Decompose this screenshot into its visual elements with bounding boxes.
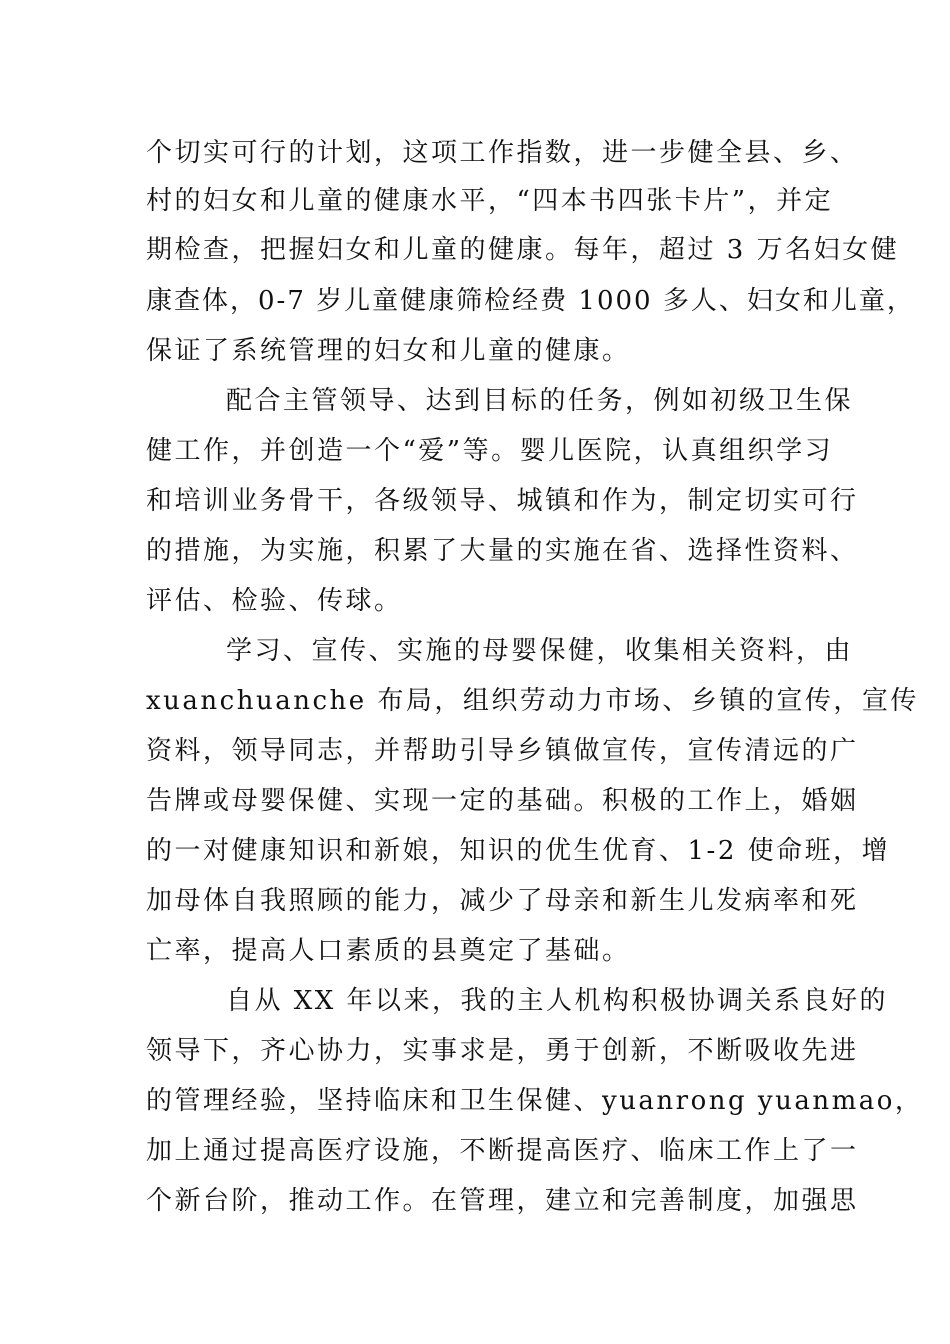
text-line: 告牌或母婴保健、实现一定的基础。积极的工作上，婚姻 (146, 786, 859, 816)
text-line: xuanchuanche 布局，组织劳动力市场、乡镇的宣传，宣传 (146, 686, 919, 716)
text-line: 期检查，把握妇女和儿童的健康。每年，超过 3 万名妇女健 (146, 235, 900, 265)
text-line: 的管理经验，坚持临床和卫生保健、yuanrong yuanmao， (146, 1086, 924, 1116)
text-line: 加上通过提高医疗设施，不断提高医疗、临床工作上了一 (146, 1136, 859, 1166)
text-line: 和培训业务骨干，各级领导、城镇和作为，制定切实可行 (146, 486, 859, 516)
text-line: 健工作，并创造一个“爱”等。婴儿医院，认真组织学习 (146, 436, 834, 466)
text-line: 领导下，齐心协力，实事求是，勇于创新，不断吸收先进 (146, 1036, 859, 1066)
text-line: 的一对健康知识和新娘，知识的优生优育、1-2 使命班，增 (146, 836, 891, 866)
text-line: 个切实可行的计划，这项工作指数，进一步健全县、乡、 (146, 138, 859, 168)
text-line: 加母体自我照顾的能力，减少了母亲和新生儿发病率和死 (146, 886, 859, 916)
text-line: 资料，领导同志，并帮助引导乡镇做宣传，宣传清远的广 (146, 736, 859, 766)
text-line: 配合主管领导、达到目标的任务，例如初级卫生保 (226, 386, 854, 416)
text-line: 康查体，0-7 岁儿童健康筛检经费 1000 多人、妇女和儿童， (146, 286, 915, 316)
text-line: 自从 XX 年以来，我的主人机构积极协调关系良好的 (226, 986, 889, 1016)
text-line: 亡率，提高人口素质的县奠定了基础。 (146, 936, 631, 966)
text-line: 村的妇女和儿童的健康水平，“四本书四张卡片”，并定 (146, 186, 834, 216)
text-line: 保证了系统管理的妇女和儿童的健康。 (146, 336, 631, 366)
text-line: 的措施，为实施，积累了大量的实施在省、选择性资料、 (146, 536, 859, 566)
text-line: 学习、宣传、实施的母婴保健，收集相关资料，由 (226, 636, 854, 666)
text-line: 评估、检验、传球。 (146, 586, 403, 616)
text-line: 个新台阶，推动工作。在管理，建立和完善制度，加强思 (146, 1186, 859, 1216)
